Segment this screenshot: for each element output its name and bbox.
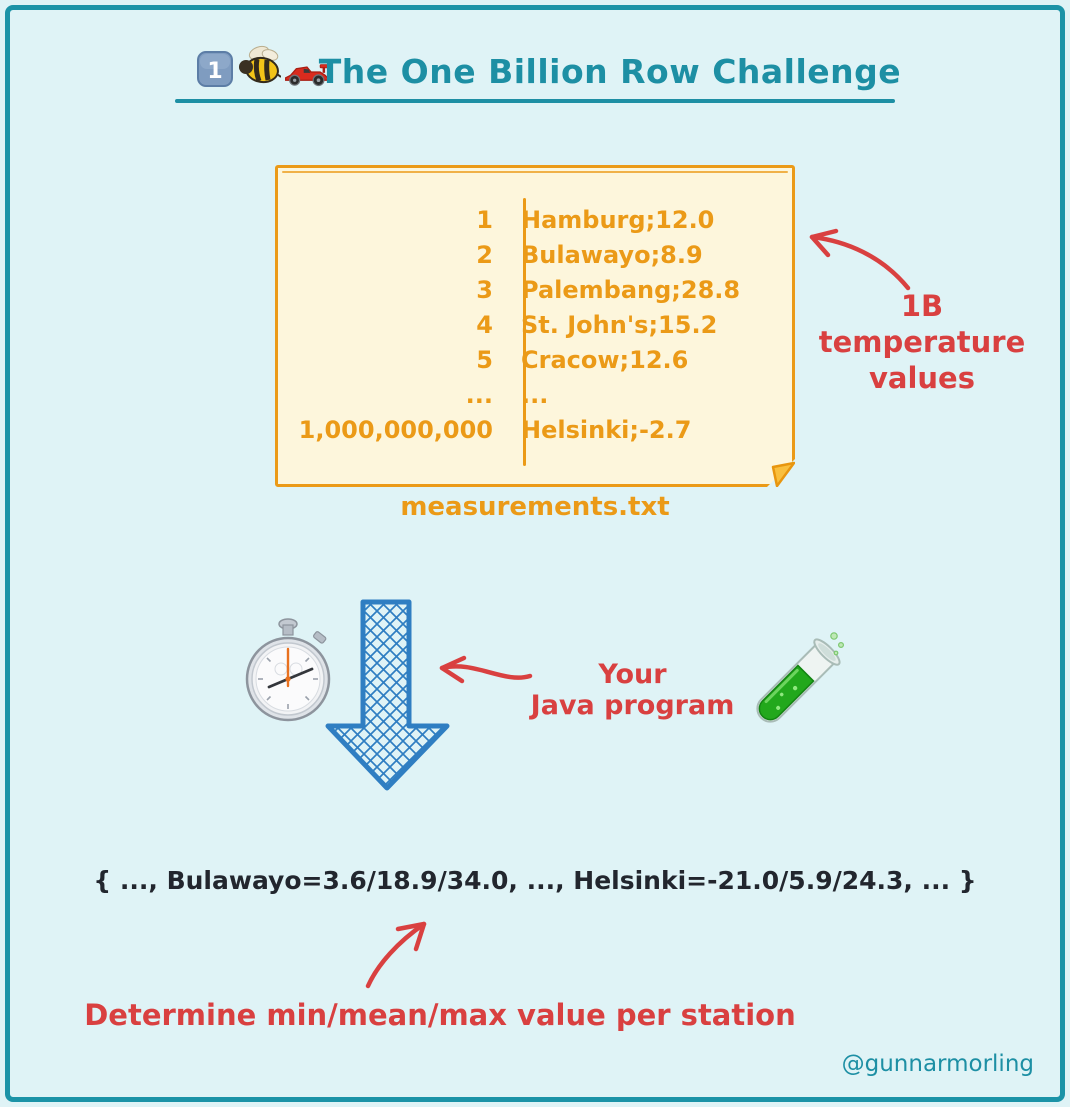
line-number: 4: [476, 310, 493, 339]
test-tube-icon: [738, 626, 848, 744]
input-annotation-line2: values: [869, 361, 975, 395]
result-output: { ..., Bulawayo=3.6/18.9/34.0, ..., Helsinki=-21.0/5.9/24.3, ... }: [93, 866, 977, 895]
line-number: ...: [465, 380, 493, 409]
title-underline: [175, 99, 895, 103]
file-row: [278, 272, 792, 307]
line-number: 2: [476, 240, 493, 269]
file-caption: measurements.txt: [400, 492, 670, 522]
line-value: Helsinki;-2.7: [521, 415, 692, 444]
down-arrow: [325, 598, 451, 794]
program-annotation: [520, 659, 745, 721]
file-row: [278, 237, 792, 272]
measurements-file-card: [275, 165, 795, 487]
line-value: Cracow;12.6: [521, 345, 689, 374]
stopwatch-icon: [238, 616, 338, 726]
author-credit: @gunnarmorling: [841, 1051, 1034, 1077]
line-number: 1,000,000,000: [298, 415, 493, 444]
file-row-ellipsis: [278, 377, 792, 412]
input-annotation-line1: 1B temperature: [818, 289, 1026, 359]
file-row: [278, 412, 792, 447]
bee-icon: [237, 44, 281, 88]
file-row: [278, 202, 792, 237]
folded-corner: [759, 451, 795, 487]
keycap-one-icon: [196, 48, 234, 88]
line-value: ...: [521, 380, 549, 409]
file-rows: [278, 202, 792, 447]
line-number: 3: [476, 275, 493, 304]
line-number: 1: [476, 205, 493, 234]
file-row: [278, 307, 792, 342]
line-value: St. John's;15.2: [521, 310, 718, 339]
svg-text:1: 1: [207, 59, 223, 84]
program-annotation-line1: Your: [598, 659, 667, 690]
annotation-arrow-program: [432, 654, 534, 688]
line-number: 5: [476, 345, 493, 374]
file-row: [278, 342, 792, 377]
annotation-arrow-task: [356, 916, 440, 990]
line-value: Hamburg;12.0: [521, 205, 715, 234]
input-annotation: [807, 288, 1037, 396]
line-value: Palembang;28.8: [521, 275, 741, 304]
page-title: The One Billion Row Challenge: [318, 52, 902, 91]
line-value: Bulawayo;8.9: [521, 240, 703, 269]
program-annotation-line2: Java program: [530, 690, 735, 721]
task-annotation: Determine min/mean/max value per station: [84, 998, 796, 1032]
